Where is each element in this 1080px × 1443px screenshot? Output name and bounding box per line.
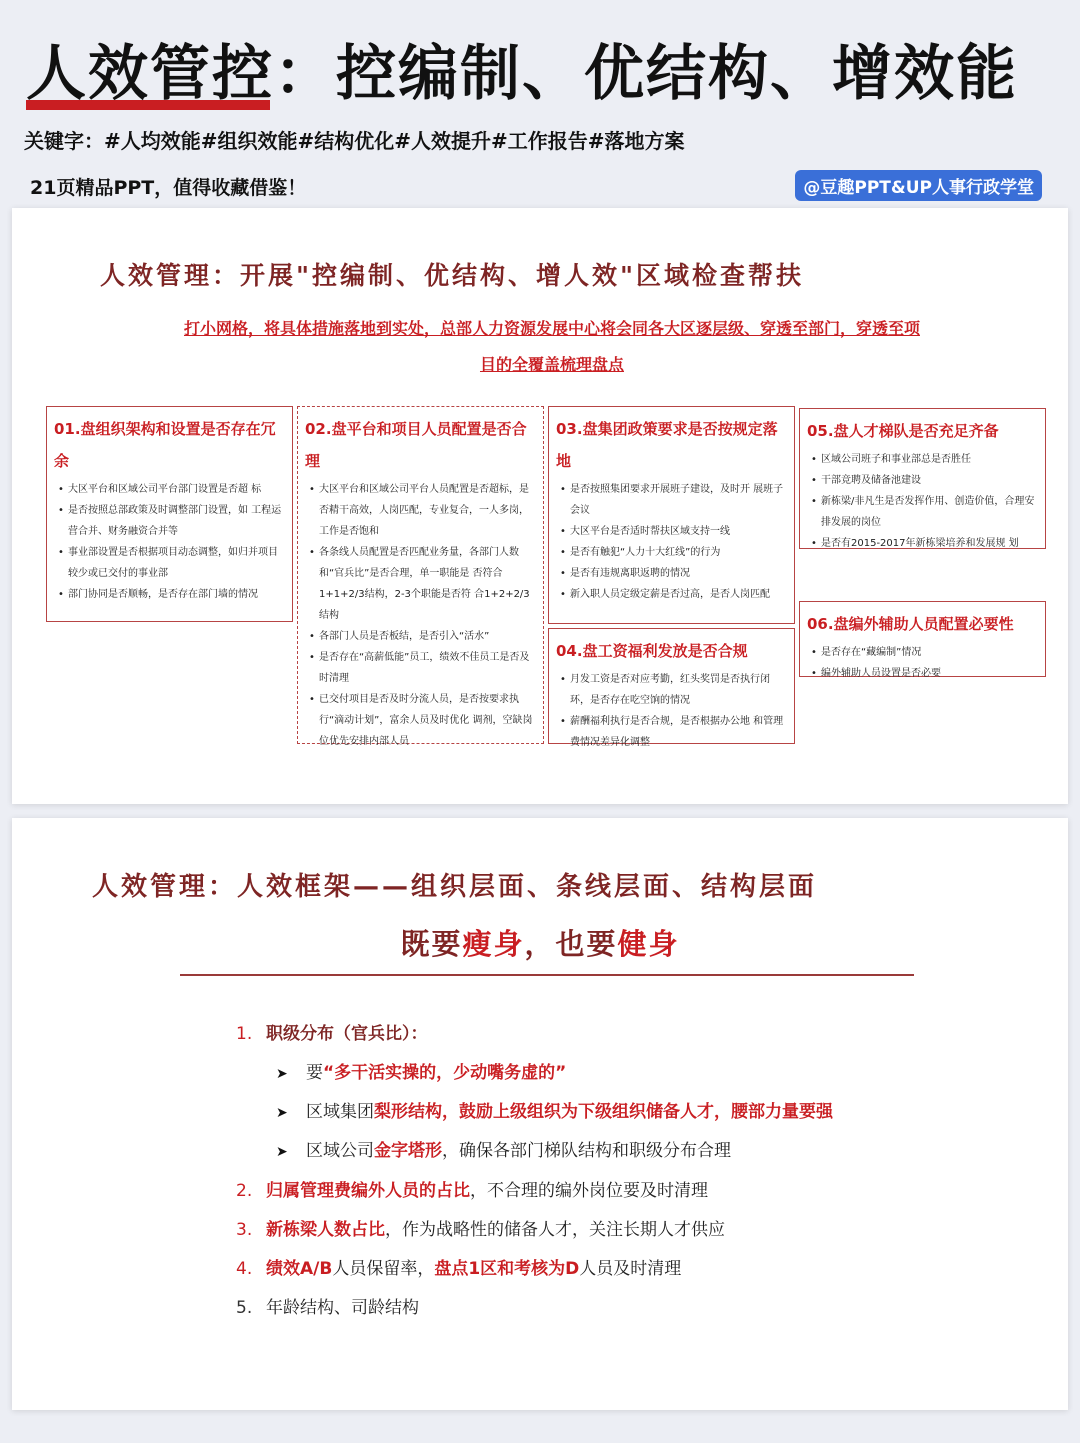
list-highlight: 绩效A/B xyxy=(266,1259,333,1279)
slide2-lead xyxy=(12,922,1068,963)
list-text: ，确保各部门梯队结构和职级分布合理 xyxy=(442,1141,731,1161)
list-text: ，作为战略性的储备人才，关注长期人才供应 xyxy=(385,1220,725,1240)
list-highlight: 盘点1区和考核为D xyxy=(434,1259,580,1279)
arrow-icon: ➤ xyxy=(276,1105,288,1121)
check-box-title: 05.盘人才梯队是否充足齐备 xyxy=(807,422,999,440)
list-subitem xyxy=(276,1137,731,1165)
author-badge: @豆趣PPT&UP人事行政学堂 xyxy=(795,170,1042,201)
check-item: • 是否有违规离职返聘的情况 xyxy=(570,563,788,584)
list-item xyxy=(236,1177,708,1205)
list-highlight: “多干活实操的，少动嘴务虚的” xyxy=(323,1063,567,1083)
check-box-title: 06.盘编外辅助人员配置必要性 xyxy=(807,615,1014,633)
list-highlight: 归属管理费编外人员的占比 xyxy=(266,1181,470,1201)
list-highlight: 新栋梁人数占比 xyxy=(266,1220,385,1240)
check-box-01 xyxy=(46,406,293,622)
check-box-05 xyxy=(799,408,1046,549)
list-number: 2. xyxy=(236,1181,253,1201)
check-box-02 xyxy=(297,406,544,747)
check-box-03 xyxy=(548,406,795,624)
check-item: • 各部门人员是否板结，是否引入“活水” xyxy=(319,626,537,647)
list-text: 人员及时清理 xyxy=(579,1259,682,1279)
check-item: • 事业部设置是否根据项目动态调整，如归并项目较少或已交付的事业部 xyxy=(68,542,286,584)
list-highlight: 梨形结构，鼓励上级组织为下级组织储备人才，腰部力量要强 xyxy=(374,1102,833,1122)
arrow-icon: ➤ xyxy=(276,1144,288,1160)
page-title-underlined: 人效管控 xyxy=(26,34,274,114)
lead-part: ，也要 xyxy=(524,927,618,961)
list-subitem xyxy=(276,1059,566,1087)
check-item: • 是否存在“藏编制”情况 xyxy=(821,642,1039,663)
list-number: 5. xyxy=(236,1298,253,1318)
arrow-icon: ➤ xyxy=(276,1066,288,1082)
check-box-title: 02.盘平台和项目人员配置是否合理 xyxy=(305,420,527,470)
lead-highlight: 健身 xyxy=(617,927,680,961)
slide-region-check xyxy=(12,208,1068,804)
slide-efficiency-framework xyxy=(12,818,1068,1410)
slide1-subtitle-line2: 目的全覆盖梳理盘点 xyxy=(479,355,624,374)
page-title xyxy=(26,34,1018,114)
check-item: • 编外辅助人员设置是否必要 xyxy=(821,663,1039,684)
check-item: • 大区平台是否适时帮扶区域支持一线 xyxy=(570,521,788,542)
list-item xyxy=(236,1294,419,1322)
check-box-title: 04.盘工资福利发放是否合规 xyxy=(556,642,748,660)
list-text: 区域公司 xyxy=(306,1141,374,1161)
check-item: • 大区平台和区域公司平台部门设置是否超 标 xyxy=(68,479,286,500)
check-item: • 大区平台和区域公司平台人员配置是否超标，是否精干高效，人岗匹配，专业复合，一人多岗，工作是否饱和 xyxy=(319,479,537,542)
list-text: 人员保留率， xyxy=(332,1259,435,1279)
list-item xyxy=(236,1255,681,1283)
check-item: • 是否存在“高薪低能”员工，绩效不佳员工是否及时清理 xyxy=(319,647,537,689)
check-box-06 xyxy=(799,601,1046,677)
check-item: • 干部竞聘及储备池建设 xyxy=(821,470,1039,491)
check-item: • 月发工资是否对应考勤，红头奖罚是否执行闭环，是否存在吃空饷的情况 xyxy=(570,669,788,711)
lead-highlight: 瘦身 xyxy=(462,927,525,961)
check-item: • 部门协同是否顺畅，是否存在部门墙的情况 xyxy=(68,584,286,605)
divider xyxy=(180,974,914,976)
check-item: • 是否按照总部政策及时调整部门设置，如 工程运营合并、财务融资合并等 xyxy=(68,500,286,542)
page-title-rest: ：控编制、优结构、增效能 xyxy=(274,39,1018,109)
list-number: 3. xyxy=(236,1220,253,1240)
list-item xyxy=(236,1020,428,1048)
check-item: • 各条线人员配置是否匹配业务量，各部门人数和“官兵比”是否合理，单一职能是 否符合1+1+2/3结构，2-3个职能是否符 合1+2+2/3结构 xyxy=(319,542,537,626)
list-highlight: 职级分布（官兵比）： xyxy=(266,1024,428,1044)
list-subitem xyxy=(276,1098,833,1126)
check-item: • 区域公司班子和事业部总是否胜任 xyxy=(821,449,1039,470)
check-box-04 xyxy=(548,628,795,748)
check-item: • 是否按照集团要求开展班子建设，及时开 展班子会议 xyxy=(570,479,788,521)
slide1-subtitle-line1: 打小网格，将具体措施落地到实处，总部人力资源发展中心将会同各大区逐层级、穿透至部门，穿透至项 xyxy=(183,319,920,338)
slide1-heading: 人效管理：开展"控编制、优结构、增人效"区域检查帮扶 xyxy=(100,261,805,290)
lead-part: 既要 xyxy=(400,927,463,961)
check-item: • 新栋梁/非凡生是否发挥作用、创造价值，合理安排发展的岗位 xyxy=(821,491,1039,533)
check-item: • 是否有2015-2017年新栋梁培养和发展规 划 xyxy=(821,533,1039,554)
check-box-title: 01.盘组织架构和设置是否存在冗余 xyxy=(54,420,276,470)
ppt-note: 21页精品PPT，值得收藏借鉴！ xyxy=(30,177,307,199)
check-item: • 新入职人员定级定薪是否过高，是否人岗匹配 xyxy=(570,584,788,605)
keywords-line: 关键字：#人均效能#组织效能#结构优化#人效提升#工作报告#落地方案 xyxy=(24,129,685,153)
list-text: 要 xyxy=(306,1063,323,1083)
list-text: 年龄结构、司龄结构 xyxy=(266,1298,419,1318)
list-highlight: 金字塔形 xyxy=(374,1141,442,1161)
check-item: • 薪酬福利执行是否合规，是否根据办公地 和管理费情况差异化调整 xyxy=(570,711,788,753)
list-text: 区域集团 xyxy=(306,1102,374,1122)
list-text: ，不合理的编外岗位要及时清理 xyxy=(470,1181,708,1201)
list-number: 1. xyxy=(236,1024,253,1044)
check-item: • 已交付项目是否及时分流人员，是否按要求执行“滴动计划”，富余人员及时优化 调剂，空缺岗位优先安排内部人员 xyxy=(319,689,537,752)
check-box-title: 03.盘集团政策要求是否按规定落地 xyxy=(556,420,778,470)
check-item: • 是否有触犯“人力十大红线”的行为 xyxy=(570,542,788,563)
slide2-heading: 人效管理：人效框架——组织层面、条线层面、结构层面 xyxy=(92,872,818,902)
list-number: 4. xyxy=(236,1259,253,1279)
list-item xyxy=(236,1216,725,1244)
